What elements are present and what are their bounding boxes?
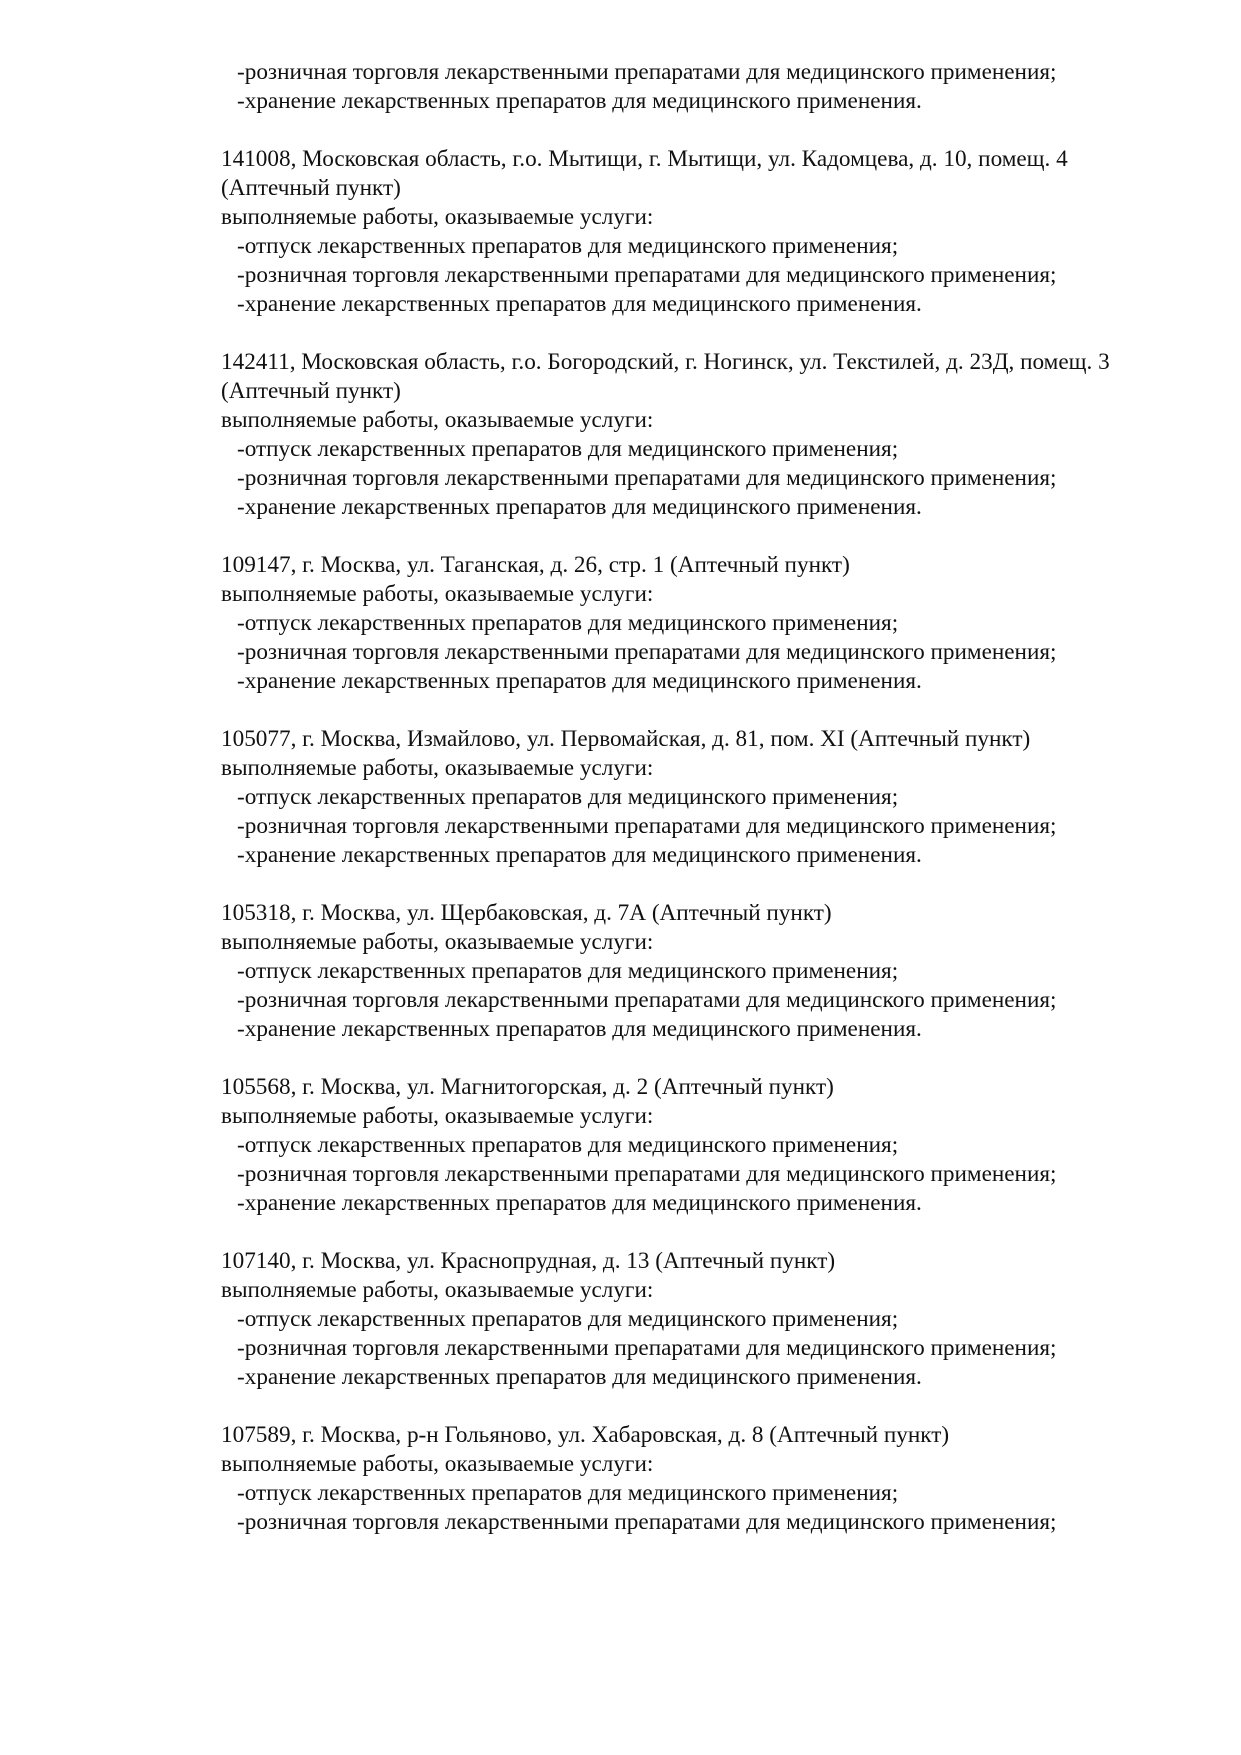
service-item: -отпуск лекарственных препаратов для медицинского применения; [237, 1480, 899, 1506]
service-item: -розничная торговля лекарственными препаратами для медицинского применения; [237, 59, 1057, 85]
pharmacy-entry [221, 725, 1181, 870]
pharmacy-entry [221, 551, 1181, 696]
pharmacy-entry [221, 1247, 1181, 1392]
service-item: -отпуск лекарственных препаратов для медицинского применения; [237, 784, 899, 810]
service-item: -отпуск лекарственных препаратов для медицинского применения; [237, 958, 899, 984]
entry-address: 109147, г. Москва, ул. Таганская, д. 26, стр. 1 (Аптечный пункт) [221, 552, 850, 578]
service-item: -розничная торговля лекарственными препаратами для медицинского применения; [237, 465, 1057, 491]
entry-address: 105318, г. Москва, ул. Щербаковская, д. 7А (Аптечный пункт) [221, 900, 832, 926]
service-item: -розничная торговля лекарственными препаратами для медицинского применения; [237, 639, 1057, 665]
service-item: -розничная торговля лекарственными препаратами для медицинского применения; [237, 1335, 1057, 1361]
service-item: -отпуск лекарственных препаратов для медицинского применения; [237, 436, 899, 462]
pharmacy-entry [221, 348, 1181, 522]
service-item: -хранение лекарственных препаратов для медицинского применения. [237, 1016, 922, 1042]
service-item: -отпуск лекарственных препаратов для медицинского применения; [237, 1306, 899, 1332]
pharmacy-entry [221, 899, 1181, 1044]
services-label: выполняемые работы, оказываемые услуги: [221, 407, 654, 433]
service-item: -отпуск лекарственных препаратов для медицинского применения; [237, 233, 899, 259]
service-item: -розничная торговля лекарственными препаратами для медицинского применения; [237, 1161, 1057, 1187]
services-label: выполняемые работы, оказываемые услуги: [221, 1451, 654, 1477]
service-item: -хранение лекарственных препаратов для медицинского применения. [237, 291, 922, 317]
service-item: -розничная торговля лекарственными препаратами для медицинского применения; [237, 1509, 1057, 1535]
pharmacy-entry [221, 1421, 1181, 1537]
service-item: -хранение лекарственных препаратов для медицинского применения. [237, 1364, 922, 1390]
service-item: -хранение лекарственных препаратов для медицинского применения. [237, 668, 922, 694]
service-item: -хранение лекарственных препаратов для медицинского применения. [237, 494, 922, 520]
service-item: -хранение лекарственных препаратов для медицинского применения. [237, 88, 922, 114]
services-label: выполняемые работы, оказываемые услуги: [221, 1277, 654, 1303]
services-label: выполняемые работы, оказываемые услуги: [221, 755, 654, 781]
entry-address: 107589, г. Москва, р-н Гольяново, ул. Хабаровская, д. 8 (Аптечный пункт) [221, 1422, 950, 1448]
entry-address: 141008, Московская область, г.о. Мытищи, г. Мытищи, ул. Кадомцева, д. 10, помещ. 4 (Аптечный пункт) [221, 146, 1068, 201]
entry-address: 142411, Московская область, г.о. Богородский, г. Ногинск, ул. Текстилей, д. 23Д, помещ. 3 (Аптечный пункт) [221, 349, 1110, 404]
services-label: выполняемые работы, оказываемые услуги: [221, 929, 654, 955]
entry-address: 107140, г. Москва, ул. Краснопрудная, д. 13 (Аптечный пункт) [221, 1248, 836, 1274]
services-label: выполняемые работы, оказываемые услуги: [221, 1103, 654, 1129]
service-item: -хранение лекарственных препаратов для медицинского применения. [237, 1190, 922, 1216]
entry-address: 105077, г. Москва, Измайлово, ул. Первомайская, д. 81, пом. XI (Аптечный пункт) [221, 726, 1031, 752]
top-continuation [221, 58, 1181, 116]
service-item: -розничная торговля лекарственными препаратами для медицинского применения; [237, 813, 1057, 839]
document-body [221, 58, 1181, 1537]
service-item: -розничная торговля лекарственными препаратами для медицинского применения; [237, 987, 1057, 1013]
services-label: выполняемые работы, оказываемые услуги: [221, 581, 654, 607]
service-item: -хранение лекарственных препаратов для медицинского применения. [237, 842, 922, 868]
service-item: -розничная торговля лекарственными препаратами для медицинского применения; [237, 262, 1057, 288]
service-item: -отпуск лекарственных препаратов для медицинского применения; [237, 1132, 899, 1158]
services-label: выполняемые работы, оказываемые услуги: [221, 204, 654, 230]
entry-address: 105568, г. Москва, ул. Магнитогорская, д. 2 (Аптечный пункт) [221, 1074, 834, 1100]
pharmacy-entry [221, 1073, 1181, 1218]
pharmacy-entry [221, 145, 1181, 319]
service-item: -отпуск лекарственных препаратов для медицинского применения; [237, 610, 899, 636]
